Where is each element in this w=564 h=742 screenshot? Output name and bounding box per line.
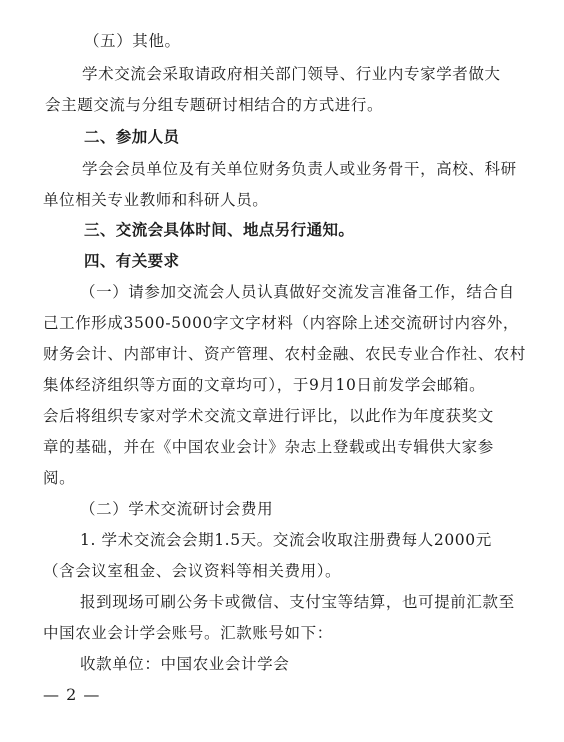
paragraph-line: 学术交流会采取请政府相关部门领导、行业内专家学者做大	[82, 65, 501, 83]
paragraph-line: 章的基础，并在《中国农业会计》杂志上登载或出专辑供大家参	[43, 438, 494, 456]
paragraph-line: （一）请参加交流会人员认真做好交流发言准备工作，结合自	[80, 283, 515, 301]
payee-line: 收款单位：中国农业会计学会	[80, 655, 290, 673]
paragraph-line: 1. 学术交流会会期1.5天。交流会收取注册费每人2000元	[80, 531, 492, 549]
paragraph-line: 中国农业会计学会账号。汇款账号如下：	[43, 624, 333, 642]
paragraph-line: 集体经济组织等方面的文章均可），于9月10日前发学会邮箱。	[43, 376, 486, 394]
paragraph-line: 学会会员单位及有关单位财务负责人或业务骨干，高校、科研	[82, 160, 517, 178]
paragraph-line: 会主题交流与分组专题研讨相结合的方式进行。	[45, 96, 384, 114]
paragraph-line: 报到现场可刷公务卡或微信、支付宝等结算，也可提前汇款至	[80, 593, 515, 611]
heading-time-location: 三、交流会具体时间、地点另行通知。	[84, 221, 355, 239]
paragraph-line: 财务会计、内部审计、资产管理、农村金融、农民专业合作社、农村	[43, 345, 527, 363]
section-fees-title: （二）学术交流研讨会费用	[80, 500, 274, 518]
heading-participants: 二、参加人员	[84, 128, 180, 146]
heading-requirements: 四、有关要求	[84, 252, 180, 270]
paragraph-line: 己工作形成3500-5000字文字材料（内容除上述交流研讨内容外，	[43, 314, 519, 332]
page-number: — 2 —	[43, 685, 101, 704]
paragraph-line: 单位相关专业教师和科研人员。	[43, 191, 269, 209]
paragraph-line: （含会议室租金、会议资料等相关费用）。	[43, 562, 342, 580]
paragraph-line: 阅。	[43, 469, 76, 487]
paragraph-line: 会后将组织专家对学术交流文章进行评比，以此作为年度获奖文	[43, 407, 494, 425]
page-margin	[0, 0, 34, 742]
section-five-other: （五）其他。	[84, 32, 181, 50]
